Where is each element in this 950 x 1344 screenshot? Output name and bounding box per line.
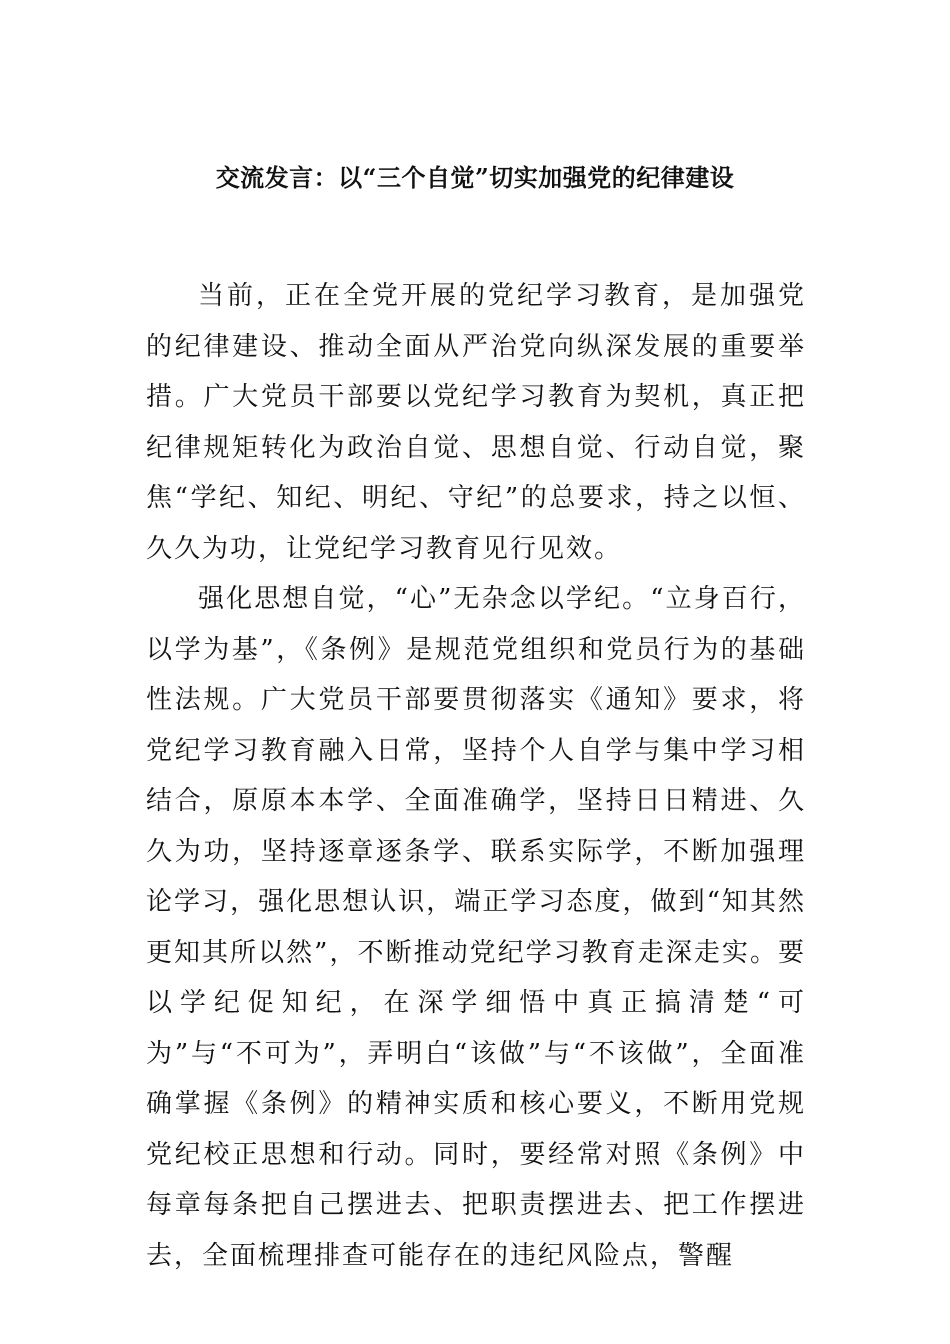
document-title: 交流发言：以“三个自觉”切实加强党的纪律建设	[215, 163, 735, 192]
paragraph-thought-consciousness: 强化思想自觉，“心”无杂念以学纪。“立身百行，以学为基”，《条例》是规范党组织和党员行为的基础性法规。广大党员干部要贯彻落实《通知》要求，将党纪学习教育融入日常，坚持个人自学与集中学习相结合，原原本本学、全面准确学，坚持日日精进、久久为功，坚持逐章逐条学、联系实际学，不断加强理论学习，强化思想认识，端正学习态度，做到“知其然更知其所以然”，不断推动党纪学习教育走深走实。要以学纪促知纪，在深学细悟中真正搞清楚“可为”与“不可为”，弄明白“该做”与“不该做”，全面准确掌握《条例》的精神实质和核心要义，不断用党规党纪校正思想和行动。同时，要经常对照《条例》中每章每条把自己摆进去、把职责摆进去、把工作摆进去，全面梳理排查可能存在的违纪风险点，警醒	[146, 584, 806, 1271]
document-body	[146, 271, 806, 1281]
paragraph-intro: 当前，正在全党开展的党纪学习教育，是加强党的纪律建设、推动全面从严治党向纵深发展的重要举措。广大党员干部要以党纪学习教育为契机，真正把纪律规矩转化为政治自觉、思想自觉、行动自觉，聚焦“学纪、知纪、明纪、守纪”的总要求，持之以恒、久久为功，让党纪学习教育见行见效。	[146, 281, 806, 564]
